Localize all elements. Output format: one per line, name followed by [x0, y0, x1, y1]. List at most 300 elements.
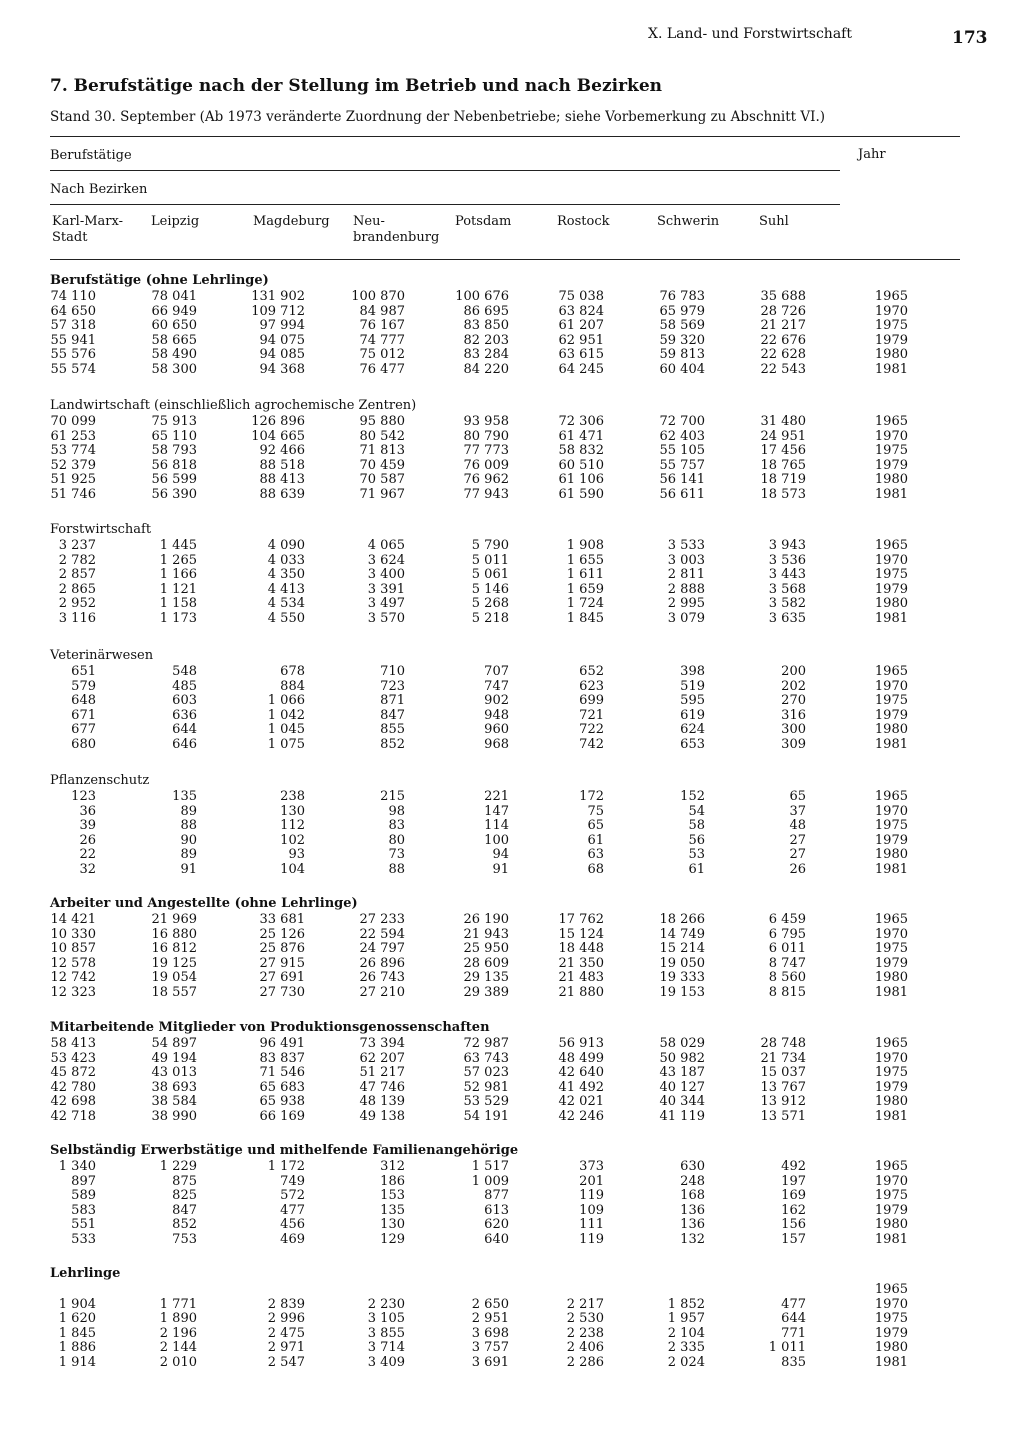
year-cell: 1965: [874, 664, 908, 679]
table-cell: 43 013: [151, 1065, 197, 1080]
table-cell: 2 547: [267, 1354, 305, 1370]
section-title: Berufstätige (ohne Lehrlinge): [50, 273, 269, 288]
table-cell: 620: [484, 1217, 509, 1232]
year-cell: 1980: [874, 1094, 908, 1109]
table-cell: 27 210: [359, 984, 405, 1000]
table-cell: 100 870: [351, 289, 405, 304]
table-cell: 70 099: [50, 414, 96, 429]
table-cell: 36: [79, 803, 96, 819]
table-cell: 90: [180, 832, 197, 848]
table-cell: 26 190: [463, 912, 509, 927]
table-cell: 65 683: [259, 1079, 305, 1095]
table-cell: 75: [587, 803, 604, 819]
table-cell: 653: [680, 736, 705, 752]
table-cell: 875: [172, 1173, 197, 1189]
table-cell: 42 246: [558, 1108, 604, 1124]
table-cell: 753: [172, 1231, 197, 1247]
table-cell: 157: [781, 1231, 806, 1247]
table-cell: 270: [781, 693, 806, 708]
table-cell: 29 389: [463, 984, 509, 1000]
table-cell: 76 962: [463, 472, 509, 487]
table-row: [50, 581, 908, 598]
table-cell: 77 943: [463, 486, 509, 502]
table-cell: 13 767: [760, 1079, 806, 1095]
table-cell: 583: [71, 1202, 96, 1218]
table-cell: 74 110: [50, 289, 96, 304]
table-row: [50, 486, 908, 503]
table-cell: 4 090: [267, 538, 305, 553]
table-cell: 238: [280, 789, 305, 804]
rule-top: [50, 136, 960, 137]
table-row: [50, 678, 908, 695]
district-header-line: brandenburg: [353, 230, 440, 245]
table-cell: 3 497: [367, 596, 405, 611]
table-cell: 48 139: [359, 1094, 405, 1109]
table-cell: 398: [680, 664, 705, 679]
table-cell: 92 466: [259, 443, 305, 458]
table-cell: 624: [680, 722, 705, 737]
table-cell: 3 533: [667, 538, 705, 553]
year-cell: 1965: [874, 1282, 908, 1297]
table-cell: 551: [71, 1217, 96, 1232]
year-cell: 1965: [874, 289, 908, 304]
section-title: Pflanzenschutz: [50, 773, 150, 788]
table-cell: 42 718: [50, 1108, 96, 1124]
table-cell: 55 757: [659, 457, 705, 473]
table-cell: 3 698: [471, 1325, 509, 1341]
table-cell: 2 865: [58, 581, 96, 597]
table-cell: 316: [781, 707, 806, 723]
table-cell: 94 368: [259, 361, 305, 377]
table-cell: 76 783: [659, 289, 705, 304]
table-cell: 60 404: [659, 361, 705, 377]
table-cell: 51 217: [359, 1065, 405, 1080]
table-cell: 456: [280, 1217, 305, 1232]
table-cell: 749: [280, 1173, 305, 1189]
table-cell: 75 012: [359, 347, 405, 362]
table-cell: 678: [280, 664, 305, 679]
table-cell: 130: [280, 803, 305, 819]
table-cell: 91: [492, 861, 509, 877]
year-cell: 1965: [874, 538, 908, 553]
district-header: [759, 214, 789, 230]
table-cell: 25 126: [259, 926, 305, 942]
table-cell: 721: [579, 707, 604, 723]
table-cell: 75 913: [151, 414, 197, 429]
table-section: [50, 522, 908, 626]
table-cell: 852: [380, 736, 405, 752]
table-cell: 54 191: [463, 1108, 509, 1124]
table-cell: 19 050: [659, 955, 705, 971]
district-header: [253, 214, 330, 230]
table-row: [50, 361, 908, 378]
table-cell: 119: [579, 1231, 604, 1247]
table-cell: 61 253: [50, 428, 96, 444]
table-cell: 76 167: [359, 318, 405, 333]
table-row: [50, 428, 908, 445]
table-cell: 45 872: [50, 1065, 96, 1080]
table-cell: 41 119: [659, 1108, 705, 1124]
year-cell: 1979: [874, 1202, 908, 1218]
section-title: Forstwirtschaft: [50, 522, 152, 537]
district-header: [657, 214, 719, 230]
table-cell: 172: [579, 789, 604, 804]
table-cell: 1 886: [58, 1340, 96, 1355]
table-cell: 603: [172, 693, 197, 708]
table-row: [50, 941, 908, 957]
table-cell: 4 033: [267, 552, 305, 568]
table-row: [50, 1311, 908, 1327]
table-cell: 835: [781, 1354, 806, 1370]
table-cell: 4 534: [267, 596, 305, 611]
table-cell: 3 003: [667, 552, 705, 568]
year-cell: 1970: [874, 678, 908, 694]
table-cell: 2 971: [267, 1340, 305, 1355]
table-cell: 63 824: [558, 303, 604, 319]
table-cell: 70 587: [359, 472, 405, 487]
table-cell: 477: [280, 1202, 305, 1218]
table-cell: 84 987: [359, 303, 405, 319]
table-cell: 3 943: [768, 538, 806, 553]
table-cell: 51 746: [50, 486, 96, 502]
table-section: [50, 773, 908, 877]
section-title: Mitarbeitende Mitglieder von Produktionsgenossenschaften: [50, 1020, 490, 1035]
table-cell: 4 413: [267, 581, 305, 597]
table-cell: 21 350: [558, 955, 604, 971]
table-title: 7. Berufstätige nach der Stellung im Betrieb und nach Bezirken: [50, 76, 662, 96]
table-cell: 14 421: [50, 912, 96, 927]
table-cell: 1 655: [566, 552, 604, 568]
district-header-line: Magdeburg: [253, 214, 330, 229]
table-cell: 640: [484, 1231, 509, 1247]
table-cell: 55 105: [659, 443, 705, 458]
year-cell: 1981: [874, 486, 908, 502]
table-cell: 6 011: [768, 941, 806, 956]
table-cell: 66 949: [151, 303, 197, 319]
year-cell: 1981: [874, 361, 908, 377]
table-cell: 61: [587, 832, 604, 848]
table-cell: 111: [579, 1217, 604, 1232]
table-cell: 5 011: [471, 552, 509, 568]
table-cell: 519: [680, 678, 705, 694]
table-cell: 968: [484, 736, 509, 752]
table-cell: 21 880: [558, 984, 604, 1000]
year-cell: 1979: [874, 581, 908, 597]
table-cell: 24 797: [359, 941, 405, 956]
year-cell: 1965: [874, 414, 908, 429]
table-cell: 32: [79, 861, 96, 877]
table-row: [50, 664, 908, 680]
table-row: [50, 789, 908, 805]
table-cell: 847: [380, 707, 405, 723]
table-cell: 644: [172, 722, 197, 737]
table-cell: 10 857: [50, 941, 96, 956]
table-cell: 2 888: [667, 581, 705, 597]
table-cell: 5 218: [471, 610, 509, 626]
table-cell: 671: [71, 707, 96, 723]
table-cell: 62 207: [359, 1050, 405, 1066]
year-cell: 1975: [874, 567, 908, 582]
table-cell: 56 599: [151, 472, 197, 487]
table-cell: 65 979: [659, 303, 705, 319]
table-cell: 25 950: [463, 941, 509, 956]
table-cell: 469: [280, 1231, 305, 1247]
col-header-nach-bezirken: Nach Bezirken: [50, 182, 148, 197]
table-cell: 102: [280, 832, 305, 848]
table-cell: 28 726: [760, 303, 806, 319]
year-cell: 1981: [874, 610, 908, 626]
table-cell: 55 576: [50, 347, 96, 362]
table-cell: 54 897: [151, 1036, 197, 1051]
table-cell: 61 590: [558, 486, 604, 502]
year-cell: 1980: [874, 347, 908, 362]
table-cell: 1 009: [471, 1173, 509, 1189]
table-cell: 22 676: [760, 332, 806, 348]
table-cell: 88: [180, 818, 197, 833]
year-cell: 1970: [874, 1173, 908, 1189]
year-cell: 1980: [874, 596, 908, 611]
table-cell: 88: [388, 861, 405, 877]
table-cell: 12 323: [50, 984, 96, 1000]
year-cell: 1975: [874, 443, 908, 458]
table-cell: 2 217: [566, 1296, 604, 1312]
table-cell: 15 214: [659, 941, 705, 956]
table-cell: 48 499: [558, 1050, 604, 1066]
table-cell: 59 320: [659, 332, 705, 348]
running-header-section: X. Land- und Forstwirtschaft: [648, 26, 852, 42]
table-cell: 18 557: [151, 984, 197, 1000]
table-cell: 2 857: [58, 567, 96, 582]
table-cell: 27 691: [259, 970, 305, 985]
table-cell: 1 229: [159, 1159, 197, 1174]
table-cell: 147: [484, 803, 509, 819]
table-cell: 53 423: [50, 1050, 96, 1066]
table-cell: 5 268: [471, 596, 509, 611]
table-cell: 112: [280, 818, 305, 833]
table-cell: 3 079: [667, 610, 705, 626]
table-cell: 21 943: [463, 926, 509, 942]
table-cell: 73 394: [359, 1036, 405, 1051]
table-cell: 54: [688, 803, 705, 819]
table-cell: 589: [71, 1188, 96, 1203]
table-section: [50, 896, 908, 1000]
table-section: [50, 648, 908, 752]
year-cell: 1981: [874, 1354, 908, 1370]
table-cell: 96 491: [259, 1036, 305, 1051]
table-cell: 38 693: [151, 1079, 197, 1095]
table-cell: 49 138: [359, 1108, 405, 1124]
table-cell: 1 517: [471, 1159, 509, 1174]
table-cell: 2 530: [566, 1311, 604, 1326]
table-cell: 3 714: [367, 1340, 405, 1355]
table-cell: 3 237: [58, 538, 96, 553]
table-row: [50, 736, 908, 753]
table-cell: 221: [484, 789, 509, 804]
table-cell: 65 938: [259, 1094, 305, 1109]
table-cell: 202: [781, 678, 806, 694]
year-cell: 1975: [874, 941, 908, 956]
table-cell: 10 330: [50, 926, 96, 942]
table-cell: 27: [789, 832, 806, 848]
table-cell: 93 958: [463, 414, 509, 429]
table-cell: 49 194: [151, 1050, 197, 1066]
table-cell: 35 688: [760, 289, 806, 304]
table-cell: 613: [484, 1202, 509, 1218]
table-cell: 572: [280, 1188, 305, 1203]
table-cell: 83: [388, 818, 405, 833]
rule-under-bezirken: [50, 204, 840, 205]
table-row: [50, 1202, 908, 1219]
table-cell: 56 913: [558, 1036, 604, 1051]
table-cell: 21 734: [760, 1050, 806, 1066]
table-cell: 26: [789, 861, 806, 877]
table-cell: 477: [781, 1296, 806, 1312]
table-row: [50, 1296, 908, 1313]
table-cell: 2 196: [159, 1325, 197, 1341]
table-cell: 548: [172, 664, 197, 679]
table-cell: 2 811: [667, 567, 705, 582]
year-cell: 1981: [874, 1231, 908, 1247]
year-cell: 1975: [874, 693, 908, 708]
table-cell: 55 574: [50, 361, 96, 377]
year-cell: 1975: [874, 1188, 908, 1203]
table-cell: 855: [380, 722, 405, 737]
table-cell: 26: [79, 832, 96, 848]
table-cell: 135: [380, 1202, 405, 1218]
table-cell: 1 904: [58, 1296, 96, 1312]
table-cell: 15 124: [558, 926, 604, 942]
table-cell: 28 748: [760, 1036, 806, 1051]
table-cell: 5 790: [471, 538, 509, 553]
table-cell: 80: [388, 832, 405, 848]
year-cell: 1979: [874, 1325, 908, 1341]
table-row: [50, 596, 908, 612]
year-cell: 1981: [874, 861, 908, 877]
district-header-line: Neu-: [353, 214, 385, 229]
table-cell: 80 790: [463, 428, 509, 444]
year-cell: 1970: [874, 552, 908, 568]
table-cell: 630: [680, 1159, 705, 1174]
table-cell: 8 815: [768, 984, 806, 1000]
year-cell: 1980: [874, 970, 908, 985]
table-cell: 40 127: [659, 1079, 705, 1095]
table-cell: 2 335: [667, 1340, 705, 1355]
table-cell: 84 220: [463, 361, 509, 377]
table-cell: 3 855: [367, 1325, 405, 1341]
table-cell: 1 908: [566, 538, 604, 553]
table-row: [50, 1079, 908, 1096]
table-cell: 89: [180, 803, 197, 819]
table-cell: 1 914: [58, 1354, 96, 1370]
col-header-berufstaetige: Berufstätige: [50, 148, 132, 163]
table-cell: 197: [781, 1173, 806, 1189]
table-cell: 42 640: [558, 1065, 604, 1080]
table-cell: 884: [280, 678, 305, 694]
table-cell: 1 166: [159, 567, 197, 582]
table-cell: 42 698: [50, 1094, 96, 1109]
table-cell: 3 116: [58, 610, 96, 626]
district-header-line: Karl-Marx-: [52, 214, 123, 229]
table-cell: 57 023: [463, 1065, 509, 1080]
table-row: [50, 472, 908, 488]
year-cell: 1981: [874, 1108, 908, 1124]
table-cell: 37: [789, 803, 806, 819]
table-cell: 17 456: [760, 443, 806, 458]
table-cell: 3 570: [367, 610, 405, 626]
table-cell: 1 724: [566, 596, 604, 611]
table-cell: 27 233: [359, 912, 405, 927]
table-cell: 852: [172, 1217, 197, 1232]
table-cell: 22 594: [359, 926, 405, 942]
table-cell: 3 391: [367, 581, 405, 597]
table-cell: 56 141: [659, 472, 705, 487]
year-cell: 1970: [874, 926, 908, 942]
table-cell: 3 624: [367, 552, 405, 568]
table-cell: 2 952: [58, 596, 96, 611]
district-header-line: Potsdam: [455, 214, 512, 229]
table-section: [50, 1143, 908, 1247]
table-cell: 88 413: [259, 472, 305, 487]
table-cell: 644: [781, 1311, 806, 1326]
table-cell: 747: [484, 678, 509, 694]
table-cell: 33 681: [259, 912, 305, 927]
table-row: [50, 1108, 908, 1125]
table-cell: 3 635: [768, 610, 806, 626]
table-cell: 15 037: [760, 1065, 806, 1080]
table-cell: 62 951: [558, 332, 604, 348]
table-cell: 98: [388, 803, 405, 819]
table-cell: 82 203: [463, 332, 509, 348]
table-cell: 152: [680, 789, 705, 804]
year-cell: 1970: [874, 803, 908, 819]
table-cell: 58: [688, 818, 705, 833]
table-subtitle: Stand 30. September (Ab 1973 veränderte Zuordnung der Nebenbetriebe; siehe Vorbemerkung zu Abschnitt VI.): [50, 109, 826, 125]
table-cell: 75 038: [558, 289, 604, 304]
district-header: [455, 214, 511, 230]
table-row: [50, 443, 908, 459]
table-cell: 18 266: [659, 912, 705, 927]
table-cell: 3 568: [768, 581, 806, 597]
table-row: [50, 707, 908, 724]
table-row: [50, 1354, 908, 1371]
table-cell: 309: [781, 736, 806, 752]
table-cell: 58 413: [50, 1036, 96, 1051]
table-cell: 871: [380, 693, 405, 708]
table-cell: 58 665: [151, 332, 197, 348]
table-cell: 651: [71, 664, 96, 679]
table-cell: 1 445: [159, 538, 197, 553]
table-cell: 19 054: [151, 970, 197, 985]
table-cell: 135: [172, 789, 197, 804]
district-header-line: Rostock: [557, 214, 610, 229]
year-cell: 1981: [874, 736, 908, 752]
table-cell: 94 085: [259, 347, 305, 362]
table-cell: 71 546: [259, 1065, 305, 1080]
table-cell: 215: [380, 789, 405, 804]
district-header-line: Stadt: [52, 230, 88, 245]
year-cell: 1979: [874, 955, 908, 971]
table-row: [50, 1325, 908, 1342]
district-header-line: Schwerin: [657, 214, 720, 229]
table-cell: 162: [781, 1202, 806, 1218]
table-cell: 18 573: [760, 486, 806, 502]
table-cell: 73: [388, 847, 405, 862]
table-cell: 51 925: [50, 472, 96, 487]
table-cell: 94: [492, 847, 509, 862]
table-cell: 722: [579, 722, 604, 737]
table-cell: 6 459: [768, 912, 806, 927]
table-cell: 1 173: [159, 610, 197, 626]
